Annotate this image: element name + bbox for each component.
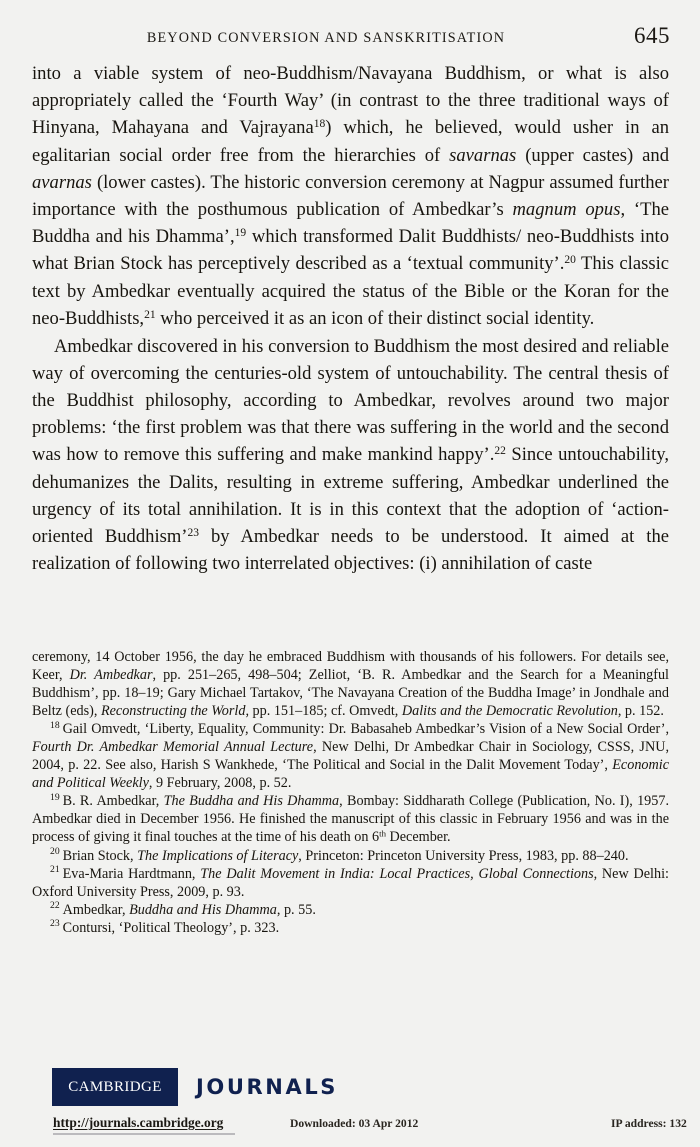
footnote-21: $^{21}$ Eva-Maria Hardtmann, The Dalit Movement in India: Local Practices, Global Connections, New Delhi: Oxford University Press, 2009, p. 93. [32, 864, 669, 900]
running-head-title: BEYOND CONVERSION AND SANSKRITISATION [146, 30, 506, 46]
footnote-marker: 18 [50, 719, 60, 731]
footnote-18: $^{18}$ Gail Omvedt, ‘Liberty, Equality, Community: Dr. Babasaheb Ambedkar’s Vision of a New Social Order’, Fourth Dr. Ambedkar Memorial Annual Lecture, New Delhi, Dr Ambedkar Chair in Sociology, CSSS, JNU, 2004, p. 22. See also, Harish S Wankhede, ‘The Political and Social in the Dalit Movement Today’, Economic and Political Weekly, 9 February, 2008, p. 52. [32, 719, 669, 792]
footnote-22: $^{22}$ Ambedkar, Buddha and His Dhamma, p. 55. [50, 900, 316, 918]
cambridge-logo [52, 1068, 178, 1106]
body-paragraph: into a viable system of neo-Buddhism/Navayana Buddhism, or what is also appropriately called the ‘Fourth Way’ (in contrast to the three traditional ways of Hinyana, Mahayana and Vajrayana$^{18}$) which, he believed, would usher in an egalitarian social order free from the hierarchies of savarnas (upper castes) and avarnas (lower castes). The historic conversion ceremony at Nagpur assumed further importance with the posthumous publication of Ambedkar’s magnum opus, ‘The Buddha and his Dhamma’,$^{19}$ which transformed Dalit Buddhists/ neo-Buddhists into what Brian Stock has perceptively described as a ‘textual community’.$^{20}$ This classic text by Ambedkar eventually acquired the status of the Bible or the Koran for the neo-Buddhists,$^{21}$ who perceived it as an icon of their distinct social identity. [32, 63, 670, 329]
running-head [0, 23, 700, 56]
cambridge-logo-label: CAMBRIDGE [68, 1078, 162, 1095]
journals-wordmark: JOURNALS [196, 1075, 339, 1099]
footnote-23: $^{23}$ Contursi, ‘Political Theology’, p. 323. [50, 918, 280, 936]
footnotes-block [32, 648, 669, 937]
page-number: 645 [634, 23, 670, 48]
footnote-19: $^{19}$ B. R. Ambedkar, The Buddha and His Dhamma, Bombay: Siddharath College (Publication, No. I), 1957. Ambedkar died in December 1956. He finished the manuscript of this classic in February 1956 and was in the process of giving it final touches at the time of his death on 6th December. [32, 792, 669, 846]
footnote-marker: 19 [50, 792, 60, 804]
scan-artifact-line [53, 1133, 235, 1135]
footnote-marker: 21 [50, 864, 60, 876]
footnote-marker: 23 [50, 918, 60, 930]
body-paragraph: Ambedkar discovered in his conversion to Buddhism the most desired and reliable way of overcoming the centuries-old system of untouchability. The central thesis of the Buddhist philosophy, according to Ambedkar, revolves around two major problems: ‘the first problem was that there was suffering in the world and the second was how to remove this suffering and make mankind happy’.$^{22}$ Since untouchability, dehumanizes the Dalits, resulting in extreme suffering, Ambedkar underlined the urgency of its total annihilation. It is in this context that the adoption of ‘action-oriented Buddhism’$^{23}$ by Ambedkar needs to be understood. It aimed at the realization of following two interrelated objectives: (i) annihilation of caste [32, 335, 670, 575]
footnote-marker: 22 [50, 900, 60, 912]
ip-address-label: IP address: 132 [611, 1117, 687, 1130]
footnote-continuation: ceremony, 14 October 1956, the day he embraced Buddhism with thousands of his followers. For details see, Keer, Dr. Ambedkar, pp. 251–265, 498–504; Zelliot, ‘B. R. Ambedkar and the Search for a Meaningful Buddhism’, pp. 18–19; Gary Michael Tartakov, ‘The Navayana Creation of the Buddha Image’ in Jondhale and Beltz (eds), Reconstructing the World, pp. 151–185; cf. Omvedt, Dalits and the Democratic Revolution, p. 152. [32, 649, 669, 720]
footnote-marker: 20 [50, 846, 60, 858]
footnote-20: $^{20}$ Brian Stock, The Implications of Literacy, Princeton: Princeton University Press, 1983, pp. 88–240. [50, 846, 629, 864]
body-text-column [32, 60, 669, 577]
journals-url-link[interactable]: http://journals.cambridge.org [53, 1115, 224, 1130]
downloaded-date: Downloaded: 03 Apr 2012 [290, 1117, 419, 1130]
